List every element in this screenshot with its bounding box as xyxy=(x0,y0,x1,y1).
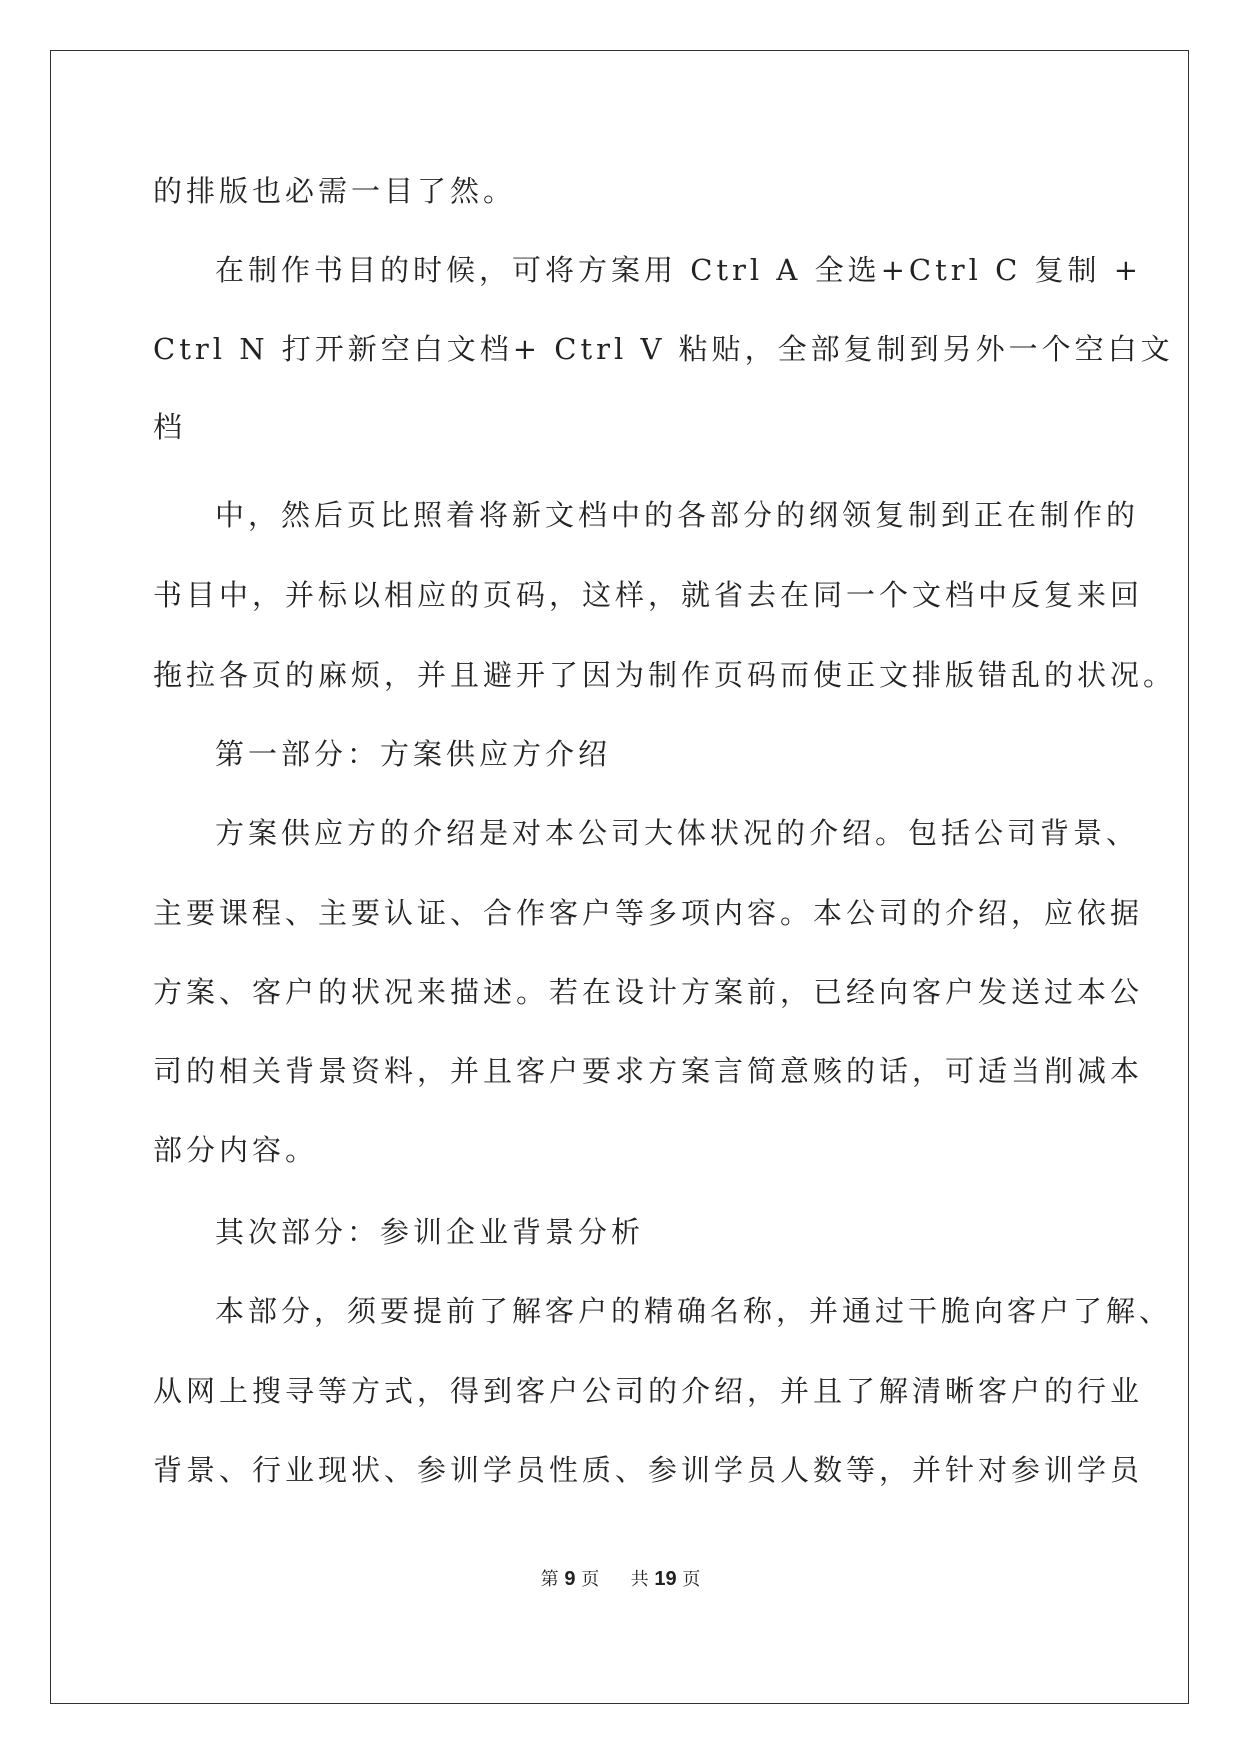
text-line: 背景、行业现状、参训学员性质、参训学员人数等，并针对参训学员 xyxy=(153,1453,1144,1487)
total-pages-number: 19 xyxy=(654,1568,677,1590)
page-footer xyxy=(0,1566,1241,1593)
text-line: 拖拉各页的麻烦，并且避开了因为制作页码而使正文排版错乱的状况。 xyxy=(153,658,1177,692)
page-label-suffix: 页 xyxy=(581,1569,600,1590)
total-label-prefix: 共 xyxy=(630,1569,649,1590)
text-line: 书目中，并标以相应的页码，这样，就省去在同一个文档中反复来回 xyxy=(153,578,1144,612)
text-line: 方案、客户的状况来描述。若在设计方案前，已经向客户发送过本公 xyxy=(153,975,1144,1009)
text-line: 从网上搜寻等方式，得到客户公司的介绍，并且了解清晰客户的行业 xyxy=(153,1374,1144,1408)
text-line: 中，然后页比照着将新文档中的各部分的纲领复制到正在制作的 xyxy=(215,498,1140,532)
text-line: 档 xyxy=(153,410,187,444)
section-heading: 其次部分：参训企业背景分析 xyxy=(215,1215,645,1249)
text-line: 方案供应方的介绍是对本公司大体状况的介绍。包括公司背景、 xyxy=(215,816,1140,850)
text-line: 在制作书目的时候，可将方案用 Ctrl A 全选+Ctrl C 复制 + xyxy=(215,253,1143,287)
text-line: 的排版也必需一目了然。 xyxy=(153,174,517,208)
total-label-suffix: 页 xyxy=(682,1569,701,1590)
text-line: 本部分，须要提前了解客户的精确名称，并通过干脆向客户了解、 xyxy=(215,1294,1173,1328)
current-page-number: 9 xyxy=(564,1568,576,1590)
page-label-prefix: 第 xyxy=(540,1569,559,1590)
section-heading: 第一部分：方案供应方介绍 xyxy=(215,737,612,771)
text-line: 司的相关背景资料，并且客户要求方案言简意赅的话，可适当削减本 xyxy=(153,1054,1144,1088)
text-line: 主要课程、主要认证、合作客户等多项内容。本公司的介绍，应依据 xyxy=(153,896,1144,930)
text-line: 部分内容。 xyxy=(153,1133,319,1167)
text-line: Ctrl N 打开新空白文档+ Ctrl V 粘贴，全部复制到另外一个空白文 xyxy=(153,332,1174,366)
